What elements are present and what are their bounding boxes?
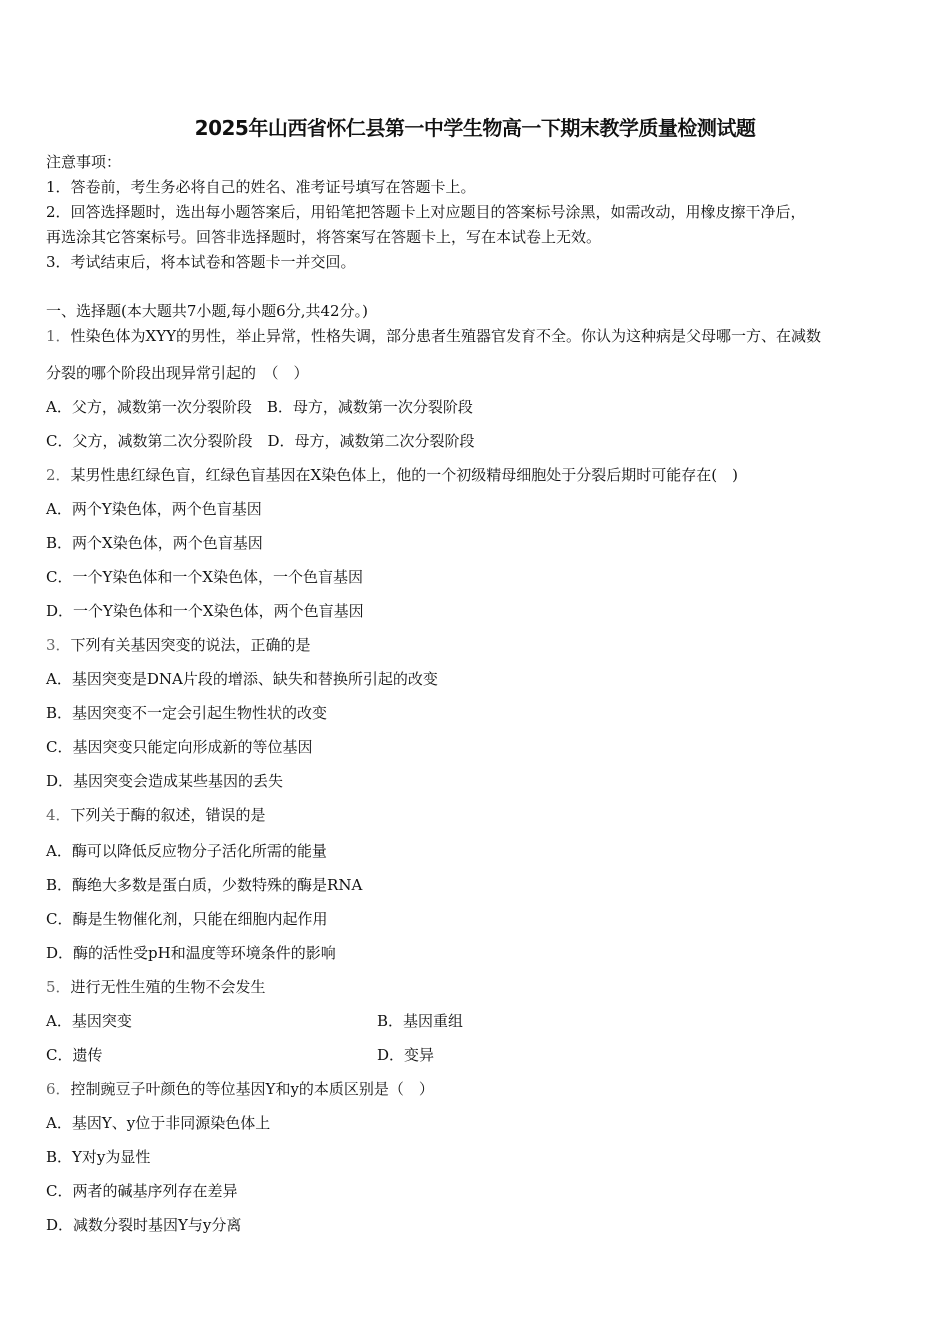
question-4-option-a: A．酶可以降低反应物分子活化所需的能量 bbox=[46, 842, 327, 860]
question-1-stem-cont: 分裂的哪个阶段出现异常引起的 （ ） bbox=[46, 364, 309, 382]
notice-item: 再选涂其它答案标号。回答非选择题时，将答案写在答题卡上，写在本试卷上无效。 bbox=[46, 228, 602, 246]
question-1-options-ab: A．父方，减数第一次分裂阶段 B．母方，减数第一次分裂阶段 bbox=[46, 398, 473, 416]
question-number: 6． bbox=[46, 1080, 71, 1098]
question-6-option-d: D．减数分裂时基因Y与y分离 bbox=[46, 1216, 242, 1234]
question-4-option-b: B．酶绝大多数是蛋白质，少数特殊的酶是RNA bbox=[46, 876, 363, 894]
question-2-option-b: B．两个X染色体，两个色盲基因 bbox=[46, 534, 263, 552]
question-6-option-a: A．基因Y、y位于非同源染色体上 bbox=[46, 1114, 271, 1132]
question-5-option-d: D．变异 bbox=[377, 1046, 435, 1064]
section-heading: 一、选择题(本大题共7小题,每小题6分,共42分。) bbox=[46, 302, 368, 320]
question-number: 2． bbox=[46, 466, 71, 484]
question-number: 5． bbox=[46, 978, 71, 996]
question-6-stem: 6．控制豌豆子叶颜色的等位基因Y和y的本质区别是（ ） bbox=[46, 1080, 434, 1098]
question-3-option-b: B．基因突变不一定会引起生物性状的改变 bbox=[46, 704, 328, 722]
question-6-option-c: C．两者的碱基序列存在差异 bbox=[46, 1182, 238, 1200]
question-2-option-d: D．一个Y染色体和一个X染色体，两个色盲基因 bbox=[46, 602, 364, 620]
question-6-option-b: B．Y对y为显性 bbox=[46, 1148, 151, 1166]
question-1-options-cd: C．父方，减数第二次分裂阶段 D．母方，减数第二次分裂阶段 bbox=[46, 432, 475, 450]
question-2-stem: 2．某男性患红绿色盲，红绿色盲基因在X染色体上，他的一个初级精母细胞处于分裂后期时可能存在( ) bbox=[46, 466, 738, 484]
question-5-option-b: B．基因重组 bbox=[377, 1012, 464, 1030]
notice-heading: 注意事项： bbox=[46, 153, 122, 171]
page-title: 2025年山西省怀仁县第一中学生物高一下期末教学质量检测试题 bbox=[194, 116, 756, 140]
notice-item: 3．考试结束后，将本试卷和答题卡一并交回。 bbox=[46, 253, 356, 271]
question-3-stem: 3．下列有关基因突变的说法，正确的是 bbox=[46, 636, 311, 654]
question-4-option-d: D．酶的活性受pH和温度等环境条件的影响 bbox=[46, 944, 336, 962]
question-3-option-a: A．基因突变是DNA片段的增添、缺失和替换所引起的改变 bbox=[46, 670, 438, 688]
question-3-option-d: D．基因突变会造成某些基因的丢失 bbox=[46, 772, 284, 790]
question-number: 3． bbox=[46, 636, 71, 654]
question-2-option-c: C．一个Y染色体和一个X染色体，一个色盲基因 bbox=[46, 568, 364, 586]
question-3-option-c: C．基因突变只能定向形成新的等位基因 bbox=[46, 738, 313, 756]
question-4-stem: 4．下列关于酶的叙述，错误的是 bbox=[46, 806, 266, 824]
question-5-stem: 5．进行无性生殖的生物不会发生 bbox=[46, 978, 266, 996]
question-2-option-a: A．两个Y染色体，两个色盲基因 bbox=[46, 500, 262, 518]
notice-block bbox=[46, 150, 906, 275]
notice-item: 1．答卷前，考生务必将自己的姓名、准考证号填写在答题卡上。 bbox=[46, 178, 476, 196]
question-4-option-c: C．酶是生物催化剂，只能在细胞内起作用 bbox=[46, 910, 328, 928]
notice-item: 2．回答选择题时，选出每小题答案后，用铅笔把答题卡上对应题目的答案标号涂黑，如需改动，用橡皮擦干净后， bbox=[46, 203, 806, 221]
question-5-option-c: C．遗传 bbox=[46, 1046, 103, 1064]
question-number: 4． bbox=[46, 806, 71, 824]
question-number: 1． bbox=[46, 327, 71, 345]
question-1-stem: 1．性染色体为XYY的男性，举止异常，性格失调，部分患者生殖器官发育不全。你认为这种病是父母哪一方、在减数 bbox=[46, 327, 822, 345]
question-5-option-a: A．基因突变 bbox=[46, 1012, 132, 1030]
